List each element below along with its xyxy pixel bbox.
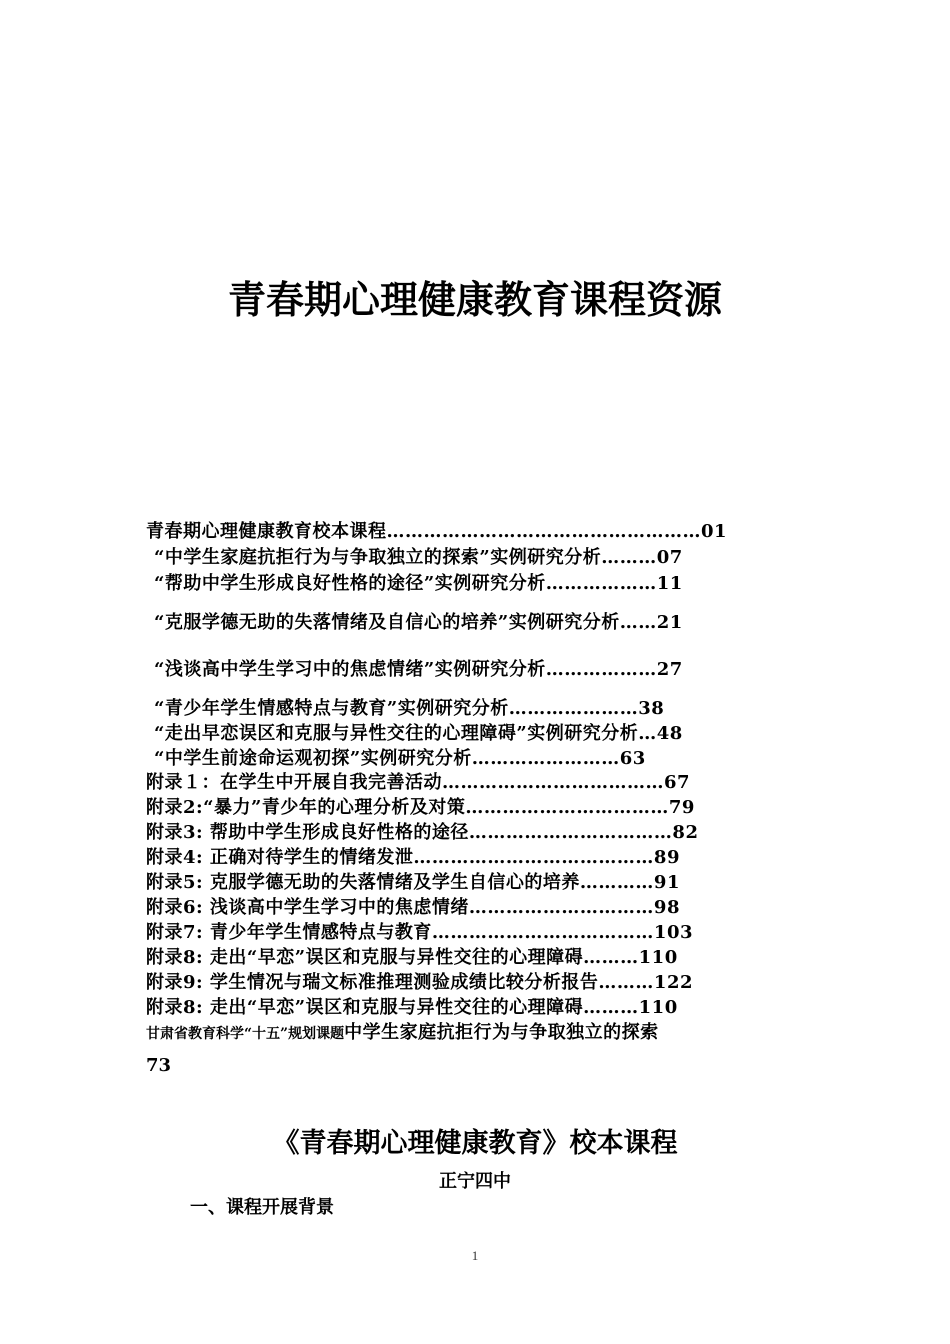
toc-entry[interactable]: 附录6: 浅谈高中学生学习中的焦虑情绪…………………………98 xyxy=(146,897,680,918)
toc-entry-prefix: 甘肃省教育科学“十五”规划课题 xyxy=(146,1026,345,1042)
section-subheading: 一、课程开展背景 xyxy=(190,1197,334,1218)
toc-entry[interactable]: 附录7: 青少年学生情感特点与教育………………………………103 xyxy=(146,922,694,943)
document-title: 青春期心理健康教育课程资源 xyxy=(227,278,722,322)
page-number: 1 xyxy=(471,1248,479,1263)
section-title: 《青春期心理健康教育》校本课程 xyxy=(272,1128,678,1159)
toc-entry[interactable]: “青少年学生情感特点与教育”实例研究分析…………………38 xyxy=(154,698,665,719)
toc-entry-page: 73 xyxy=(146,1055,172,1076)
toc-entry[interactable]: “中学生家庭抗拒行为与争取独立的探索”实例研究分析………07 xyxy=(154,547,683,568)
toc-entry[interactable]: 附录8: 走出“早恋”误区和克服与异性交往的心理障碍………110 xyxy=(146,947,678,968)
toc-entry[interactable]: 附录8: 走出“早恋”误区和克服与异性交往的心理障碍………110 xyxy=(146,997,678,1018)
toc-entry[interactable]: 附录１：在学生中开展自我完善活动………………………………67 xyxy=(146,772,691,793)
toc-entry[interactable]: 附录3: 帮助中学生形成良好性格的途径……………………………82 xyxy=(146,822,699,843)
toc-entry[interactable]: “浅谈高中学生学习中的焦虑情绪”实例研究分析………………27 xyxy=(154,659,683,680)
toc-entry[interactable]: “走出早恋误区和克服与异性交往的心理障碍”实例研究分析…48 xyxy=(154,723,683,744)
toc-entry[interactable]: “克服学德无助的失落情绪及自信心的培养”实例研究分析……21 xyxy=(154,612,683,633)
toc-entry-last[interactable] xyxy=(146,1021,659,1046)
toc-entry[interactable]: 附录5: 克服学德无助的失落情绪及学生自信心的培养…………91 xyxy=(146,872,680,893)
toc-entry[interactable]: 附录4: 正确对待学生的情绪发泄…………………………………89 xyxy=(146,847,680,868)
toc-entry[interactable]: 青春期心理健康教育校本课程……………………………………………01 xyxy=(146,521,728,542)
toc-entry[interactable]: 附录2:“暴力”青少年的心理分析及对策……………………………79 xyxy=(146,797,695,818)
toc-entry[interactable]: “中学生前途命运观初探”实例研究分析……………………63 xyxy=(154,748,646,769)
toc-entry[interactable]: “帮助中学生形成良好性格的途径”实例研究分析………………11 xyxy=(154,573,683,594)
toc-entry[interactable]: 附录9: 学生情况与瑞文标准推理测验成绩比较分析报告………122 xyxy=(146,972,694,993)
toc-entry-title: 中学生家庭抗拒行为与争取独立的探索 xyxy=(344,1022,659,1043)
school-name: 正宁四中 xyxy=(439,1171,511,1192)
